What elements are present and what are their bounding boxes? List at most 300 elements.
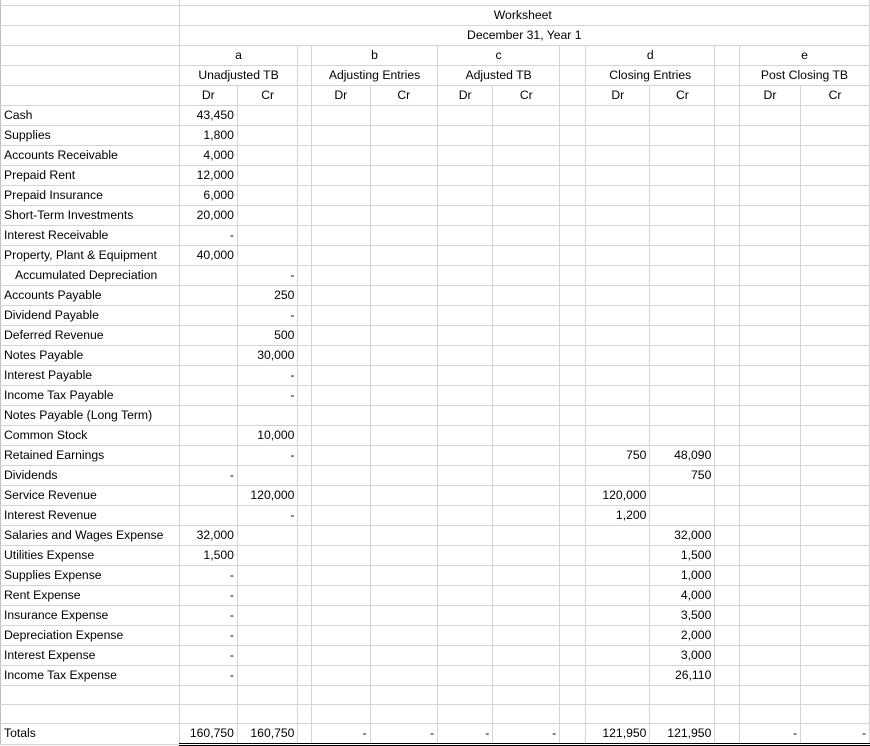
cell[interactable]: [1, 5, 180, 25]
cell[interactable]: [312, 685, 371, 704]
cell[interactable]: [715, 385, 740, 405]
cell[interactable]: [586, 685, 650, 704]
adjusting-cr-cell[interactable]: [370, 185, 437, 205]
adjusting-cr-cell[interactable]: [370, 565, 437, 585]
post-closing-dr-cell[interactable]: [739, 305, 800, 325]
adjusted-cr-cell[interactable]: [493, 545, 560, 565]
cell[interactable]: [560, 65, 586, 85]
adjusting-cr-cell[interactable]: [370, 585, 437, 605]
adjusting-dr-cell[interactable]: [312, 265, 371, 285]
unadjusted-cr-cell[interactable]: [237, 205, 298, 225]
unadjusted-cr-cell[interactable]: 250: [237, 285, 298, 305]
cell[interactable]: [650, 704, 715, 723]
adjusting-cr-cell[interactable]: [370, 165, 437, 185]
account-name[interactable]: Accounts Receivable: [1, 145, 180, 165]
adjusting-dr-cell[interactable]: [312, 325, 371, 345]
unadjusted-dr-cell[interactable]: -: [179, 565, 237, 585]
account-name[interactable]: Retained Earnings: [1, 445, 180, 465]
totals-label[interactable]: Totals: [1, 723, 180, 744]
post-closing-dr-cell[interactable]: [739, 565, 800, 585]
cell[interactable]: [493, 704, 560, 723]
post-closing-cr-cell[interactable]: [801, 385, 870, 405]
adjusting-cr-cell[interactable]: [370, 265, 437, 285]
adjusted-cr-cell[interactable]: [493, 465, 560, 485]
cell[interactable]: [560, 245, 586, 265]
cell[interactable]: [715, 645, 740, 665]
closing-dr-cell[interactable]: [586, 645, 650, 665]
unadjusted-cr-cell[interactable]: [237, 125, 298, 145]
closing-dr-cell[interactable]: [586, 225, 650, 245]
unadjusted-cr-cell[interactable]: [237, 145, 298, 165]
cell[interactable]: [715, 585, 740, 605]
cell[interactable]: [298, 145, 312, 165]
post-closing-dr-cell[interactable]: [739, 365, 800, 385]
cell[interactable]: [739, 704, 800, 723]
post-closing-cr-cell[interactable]: [801, 165, 870, 185]
cell[interactable]: [715, 65, 740, 85]
cell[interactable]: [715, 405, 740, 425]
post-closing-cr-cell[interactable]: [801, 185, 870, 205]
cell[interactable]: [298, 645, 312, 665]
group-name-post-closing-tb[interactable]: Post Closing TB: [739, 65, 869, 85]
cell[interactable]: [560, 585, 586, 605]
adjusted-cr-cell[interactable]: [493, 305, 560, 325]
adjusting-dr-cell[interactable]: [312, 145, 371, 165]
unadjusted-cr-cell[interactable]: [237, 165, 298, 185]
cell[interactable]: [715, 525, 740, 545]
dr-header[interactable]: Dr: [438, 85, 493, 105]
cell[interactable]: [560, 665, 586, 685]
post-closing-cr-cell[interactable]: [801, 125, 870, 145]
post-closing-cr-total[interactable]: -: [801, 723, 870, 744]
closing-cr-cell[interactable]: [650, 165, 715, 185]
cell[interactable]: [298, 325, 312, 345]
cell[interactable]: [298, 465, 312, 485]
post-closing-dr-cell[interactable]: [739, 585, 800, 605]
post-closing-cr-cell[interactable]: [801, 665, 870, 685]
unadjusted-cr-cell[interactable]: [237, 565, 298, 585]
post-closing-dr-cell[interactable]: [739, 425, 800, 445]
closing-dr-cell[interactable]: [586, 545, 650, 565]
cell[interactable]: [650, 685, 715, 704]
closing-dr-cell[interactable]: [586, 585, 650, 605]
adjusting-dr-cell[interactable]: [312, 285, 371, 305]
cell[interactable]: [715, 45, 740, 65]
account-name[interactable]: Interest Expense: [1, 645, 180, 665]
adjusted-cr-cell[interactable]: [493, 525, 560, 545]
adjusting-dr-cell[interactable]: [312, 125, 371, 145]
account-name[interactable]: Short-Term Investments: [1, 205, 180, 225]
post-closing-dr-cell[interactable]: [739, 505, 800, 525]
cell[interactable]: [715, 545, 740, 565]
group-letter-a[interactable]: a: [179, 45, 298, 65]
adjusting-dr-cell[interactable]: [312, 345, 371, 365]
adjusted-dr-cell[interactable]: [438, 385, 493, 405]
adjusted-cr-cell[interactable]: [493, 385, 560, 405]
account-name[interactable]: Accounts Payable: [1, 285, 180, 305]
adjusting-dr-cell[interactable]: [312, 585, 371, 605]
closing-cr-cell[interactable]: [650, 305, 715, 325]
cell[interactable]: [560, 645, 586, 665]
cell[interactable]: [715, 685, 740, 704]
adjusted-dr-cell[interactable]: [438, 345, 493, 365]
closing-cr-cell[interactable]: [650, 365, 715, 385]
post-closing-dr-cell[interactable]: [739, 165, 800, 185]
unadjusted-cr-cell[interactable]: [237, 525, 298, 545]
account-name[interactable]: Prepaid Insurance: [1, 185, 180, 205]
cell[interactable]: [715, 305, 740, 325]
closing-dr-cell[interactable]: [586, 525, 650, 545]
account-name[interactable]: Property, Plant & Equipment: [1, 245, 180, 265]
cell[interactable]: [298, 305, 312, 325]
cell[interactable]: [560, 385, 586, 405]
post-closing-cr-cell[interactable]: [801, 425, 870, 445]
adjusted-dr-cell[interactable]: [438, 165, 493, 185]
cell[interactable]: [298, 365, 312, 385]
unadjusted-dr-cell[interactable]: [179, 445, 237, 465]
dr-header[interactable]: Dr: [739, 85, 800, 105]
adjusted-dr-cell[interactable]: [438, 325, 493, 345]
closing-cr-cell[interactable]: 48,090: [650, 445, 715, 465]
closing-cr-cell[interactable]: [650, 485, 715, 505]
adjusted-cr-cell[interactable]: [493, 345, 560, 365]
post-closing-dr-cell[interactable]: [739, 545, 800, 565]
cell[interactable]: [715, 565, 740, 585]
adjusting-cr-cell[interactable]: [370, 545, 437, 565]
closing-cr-cell[interactable]: [650, 285, 715, 305]
cell[interactable]: [715, 605, 740, 625]
cell[interactable]: [715, 125, 740, 145]
unadjusted-dr-cell[interactable]: [179, 485, 237, 505]
post-closing-dr-cell[interactable]: [739, 605, 800, 625]
closing-dr-cell[interactable]: [586, 245, 650, 265]
unadjusted-dr-cell[interactable]: [179, 265, 237, 285]
unadjusted-dr-cell[interactable]: [179, 325, 237, 345]
post-closing-dr-cell[interactable]: [739, 445, 800, 465]
closing-dr-cell[interactable]: [586, 285, 650, 305]
closing-dr-cell[interactable]: [586, 365, 650, 385]
cr-header[interactable]: Cr: [801, 85, 870, 105]
adjusting-dr-cell[interactable]: [312, 545, 371, 565]
cell[interactable]: [715, 145, 740, 165]
closing-cr-cell[interactable]: [650, 385, 715, 405]
cell[interactable]: [560, 45, 586, 65]
account-name[interactable]: Supplies Expense: [1, 565, 180, 585]
adjusted-cr-cell[interactable]: [493, 365, 560, 385]
cell[interactable]: [560, 505, 586, 525]
adjusting-dr-cell[interactable]: [312, 645, 371, 665]
cell[interactable]: [715, 485, 740, 505]
unadjusted-dr-cell[interactable]: [179, 345, 237, 365]
cell[interactable]: [560, 165, 586, 185]
cell[interactable]: [298, 723, 312, 744]
cell[interactable]: [715, 245, 740, 265]
post-closing-dr-cell[interactable]: [739, 525, 800, 545]
cell[interactable]: [560, 425, 586, 445]
unadjusted-dr-cell[interactable]: 12,000: [179, 165, 237, 185]
unadjusted-cr-cell[interactable]: 10,000: [237, 425, 298, 445]
adjusted-dr-cell[interactable]: [438, 525, 493, 545]
unadjusted-dr-cell[interactable]: [179, 285, 237, 305]
cell[interactable]: [560, 325, 586, 345]
cell[interactable]: [1, 85, 180, 105]
cell[interactable]: [715, 704, 740, 723]
adjusted-cr-cell[interactable]: [493, 665, 560, 685]
cell[interactable]: [298, 165, 312, 185]
account-name[interactable]: Notes Payable (Long Term): [1, 405, 180, 425]
post-closing-cr-cell[interactable]: [801, 585, 870, 605]
unadjusted-cr-total[interactable]: 160,750: [237, 723, 298, 744]
unadjusted-cr-cell[interactable]: [237, 625, 298, 645]
adjusted-dr-cell[interactable]: [438, 265, 493, 285]
closing-dr-cell[interactable]: [586, 425, 650, 445]
cell[interactable]: [298, 225, 312, 245]
post-closing-cr-cell[interactable]: [801, 505, 870, 525]
unadjusted-cr-cell[interactable]: [237, 605, 298, 625]
adjusting-cr-cell[interactable]: [370, 525, 437, 545]
unadjusted-dr-cell[interactable]: -: [179, 585, 237, 605]
unadjusted-dr-cell[interactable]: [179, 365, 237, 385]
cell[interactable]: [560, 365, 586, 385]
cell[interactable]: [298, 445, 312, 465]
adjusting-dr-cell[interactable]: [312, 105, 371, 125]
cell[interactable]: [715, 723, 740, 744]
account-name[interactable]: Service Revenue: [1, 485, 180, 505]
adjusted-dr-cell[interactable]: [438, 465, 493, 485]
post-closing-cr-cell[interactable]: [801, 605, 870, 625]
adjusted-dr-total[interactable]: -: [438, 723, 493, 744]
closing-dr-cell[interactable]: [586, 465, 650, 485]
group-name-closing-entries[interactable]: Closing Entries: [586, 65, 715, 85]
cell[interactable]: [298, 45, 312, 65]
adjusted-cr-cell[interactable]: [493, 245, 560, 265]
cell[interactable]: [715, 365, 740, 385]
adjusting-cr-total[interactable]: -: [370, 723, 437, 744]
adjusting-dr-total[interactable]: -: [312, 723, 371, 744]
adjusting-dr-cell[interactable]: [312, 505, 371, 525]
unadjusted-cr-cell[interactable]: [237, 245, 298, 265]
cell[interactable]: [298, 245, 312, 265]
closing-dr-cell[interactable]: 1,200: [586, 505, 650, 525]
cell[interactable]: [298, 385, 312, 405]
account-name[interactable]: Dividends: [1, 465, 180, 485]
cell[interactable]: [715, 85, 740, 105]
cell[interactable]: [1, 704, 180, 723]
unadjusted-dr-total[interactable]: 160,750: [179, 723, 237, 744]
unadjusted-cr-cell[interactable]: 500: [237, 325, 298, 345]
account-name[interactable]: Rent Expense: [1, 585, 180, 605]
cell[interactable]: [1, 45, 180, 65]
cell[interactable]: [560, 525, 586, 545]
post-closing-dr-cell[interactable]: [739, 645, 800, 665]
cell[interactable]: [560, 225, 586, 245]
adjusting-cr-cell[interactable]: [370, 125, 437, 145]
cr-header[interactable]: Cr: [237, 85, 298, 105]
cell[interactable]: [560, 145, 586, 165]
cell[interactable]: [298, 485, 312, 505]
cell[interactable]: [298, 125, 312, 145]
cell[interactable]: [298, 265, 312, 285]
adjusting-cr-cell[interactable]: [370, 305, 437, 325]
adjusting-dr-cell[interactable]: [312, 365, 371, 385]
adjusted-dr-cell[interactable]: [438, 645, 493, 665]
adjusted-cr-total[interactable]: -: [493, 723, 560, 744]
post-closing-dr-cell[interactable]: [739, 385, 800, 405]
closing-cr-cell[interactable]: 750: [650, 465, 715, 485]
cell[interactable]: [298, 605, 312, 625]
closing-dr-cell[interactable]: 120,000: [586, 485, 650, 505]
closing-dr-cell[interactable]: [586, 325, 650, 345]
adjusting-cr-cell[interactable]: [370, 625, 437, 645]
cr-header[interactable]: Cr: [650, 85, 715, 105]
adjusted-dr-cell[interactable]: [438, 285, 493, 305]
adjusted-dr-cell[interactable]: [438, 445, 493, 465]
post-closing-cr-cell[interactable]: [801, 525, 870, 545]
post-closing-cr-cell[interactable]: [801, 445, 870, 465]
account-name[interactable]: Interest Revenue: [1, 505, 180, 525]
unadjusted-dr-cell[interactable]: [179, 405, 237, 425]
cell[interactable]: [312, 704, 371, 723]
post-closing-cr-cell[interactable]: [801, 405, 870, 425]
cell[interactable]: [438, 685, 493, 704]
unadjusted-cr-cell[interactable]: -: [237, 305, 298, 325]
cell[interactable]: [298, 425, 312, 445]
cell[interactable]: [298, 625, 312, 645]
closing-dr-cell[interactable]: [586, 205, 650, 225]
adjusting-cr-cell[interactable]: [370, 285, 437, 305]
cell[interactable]: [1, 25, 180, 45]
closing-dr-cell[interactable]: [586, 125, 650, 145]
adjusted-cr-cell[interactable]: [493, 485, 560, 505]
adjusting-cr-cell[interactable]: [370, 105, 437, 125]
adjusting-cr-cell[interactable]: [370, 665, 437, 685]
adjusting-cr-cell[interactable]: [370, 325, 437, 345]
closing-dr-cell[interactable]: [586, 265, 650, 285]
adjusting-cr-cell[interactable]: [370, 505, 437, 525]
adjusting-cr-cell[interactable]: [370, 445, 437, 465]
post-closing-dr-cell[interactable]: [739, 405, 800, 425]
adjusted-cr-cell[interactable]: [493, 285, 560, 305]
post-closing-cr-cell[interactable]: [801, 205, 870, 225]
post-closing-dr-cell[interactable]: [739, 625, 800, 645]
account-name[interactable]: Accumulated Depreciation: [1, 265, 180, 285]
account-name[interactable]: Interest Receivable: [1, 225, 180, 245]
cell[interactable]: [560, 704, 586, 723]
adjusting-dr-cell[interactable]: [312, 465, 371, 485]
adjusted-cr-cell[interactable]: [493, 265, 560, 285]
cell[interactable]: [560, 605, 586, 625]
cell[interactable]: [560, 305, 586, 325]
worksheet-date[interactable]: December 31, Year 1: [179, 25, 869, 45]
account-name[interactable]: Salaries and Wages Expense: [1, 525, 180, 545]
adjusted-dr-cell[interactable]: [438, 545, 493, 565]
cell[interactable]: [586, 704, 650, 723]
post-closing-dr-cell[interactable]: [739, 265, 800, 285]
cell[interactable]: [715, 285, 740, 305]
post-closing-cr-cell[interactable]: [801, 145, 870, 165]
adjusting-cr-cell[interactable]: [370, 605, 437, 625]
cell[interactable]: [715, 325, 740, 345]
unadjusted-cr-cell[interactable]: -: [237, 445, 298, 465]
closing-cr-cell[interactable]: [650, 125, 715, 145]
unadjusted-dr-cell[interactable]: 1,500: [179, 545, 237, 565]
adjusted-dr-cell[interactable]: [438, 565, 493, 585]
cell[interactable]: [298, 205, 312, 225]
adjusted-dr-cell[interactable]: [438, 125, 493, 145]
adjusting-cr-cell[interactable]: [370, 205, 437, 225]
post-closing-cr-cell[interactable]: [801, 645, 870, 665]
closing-cr-cell[interactable]: 1,000: [650, 565, 715, 585]
closing-cr-cell[interactable]: [650, 245, 715, 265]
cell[interactable]: [560, 625, 586, 645]
post-closing-cr-cell[interactable]: [801, 365, 870, 385]
post-closing-cr-cell[interactable]: [801, 325, 870, 345]
post-closing-cr-cell[interactable]: [801, 345, 870, 365]
closing-cr-cell[interactable]: [650, 325, 715, 345]
closing-dr-total[interactable]: 121,950: [586, 723, 650, 744]
cell[interactable]: [298, 585, 312, 605]
post-closing-dr-cell[interactable]: [739, 285, 800, 305]
cell[interactable]: [739, 685, 800, 704]
cell[interactable]: [715, 465, 740, 485]
adjusted-cr-cell[interactable]: [493, 225, 560, 245]
closing-cr-cell[interactable]: [650, 205, 715, 225]
closing-dr-cell[interactable]: [586, 625, 650, 645]
adjusted-dr-cell[interactable]: [438, 365, 493, 385]
cell[interactable]: [298, 405, 312, 425]
adjusting-dr-cell[interactable]: [312, 565, 371, 585]
closing-cr-cell[interactable]: [650, 225, 715, 245]
post-closing-dr-cell[interactable]: [739, 485, 800, 505]
group-name-unadjusted-tb[interactable]: Unadjusted TB: [179, 65, 298, 85]
closing-dr-cell[interactable]: [586, 305, 650, 325]
closing-dr-cell[interactable]: [586, 105, 650, 125]
adjusting-cr-cell[interactable]: [370, 365, 437, 385]
unadjusted-cr-cell[interactable]: -: [237, 385, 298, 405]
adjusted-cr-cell[interactable]: [493, 605, 560, 625]
closing-cr-cell[interactable]: [650, 345, 715, 365]
post-closing-cr-cell[interactable]: [801, 625, 870, 645]
unadjusted-dr-cell[interactable]: [179, 305, 237, 325]
cell[interactable]: [715, 265, 740, 285]
cell[interactable]: [1, 685, 180, 704]
closing-cr-cell[interactable]: [650, 185, 715, 205]
dr-header[interactable]: Dr: [586, 85, 650, 105]
cell[interactable]: [715, 625, 740, 645]
unadjusted-dr-cell[interactable]: [179, 505, 237, 525]
post-closing-cr-cell[interactable]: [801, 105, 870, 125]
closing-dr-cell[interactable]: [586, 665, 650, 685]
adjusted-cr-cell[interactable]: [493, 325, 560, 345]
cell[interactable]: [560, 723, 586, 744]
account-name[interactable]: Interest Payable: [1, 365, 180, 385]
adjusted-dr-cell[interactable]: [438, 665, 493, 685]
cr-header[interactable]: Cr: [493, 85, 560, 105]
group-letter-e[interactable]: e: [739, 45, 869, 65]
post-closing-dr-cell[interactable]: [739, 325, 800, 345]
post-closing-cr-cell[interactable]: [801, 565, 870, 585]
adjusted-cr-cell[interactable]: [493, 565, 560, 585]
closing-dr-cell[interactable]: [586, 345, 650, 365]
cell[interactable]: [560, 285, 586, 305]
cell[interactable]: [1, 65, 180, 85]
unadjusted-dr-cell[interactable]: -: [179, 465, 237, 485]
closing-cr-cell[interactable]: 26,110: [650, 665, 715, 685]
cell[interactable]: [298, 525, 312, 545]
cell[interactable]: [560, 445, 586, 465]
account-name[interactable]: Income Tax Payable: [1, 385, 180, 405]
cell[interactable]: [560, 565, 586, 585]
